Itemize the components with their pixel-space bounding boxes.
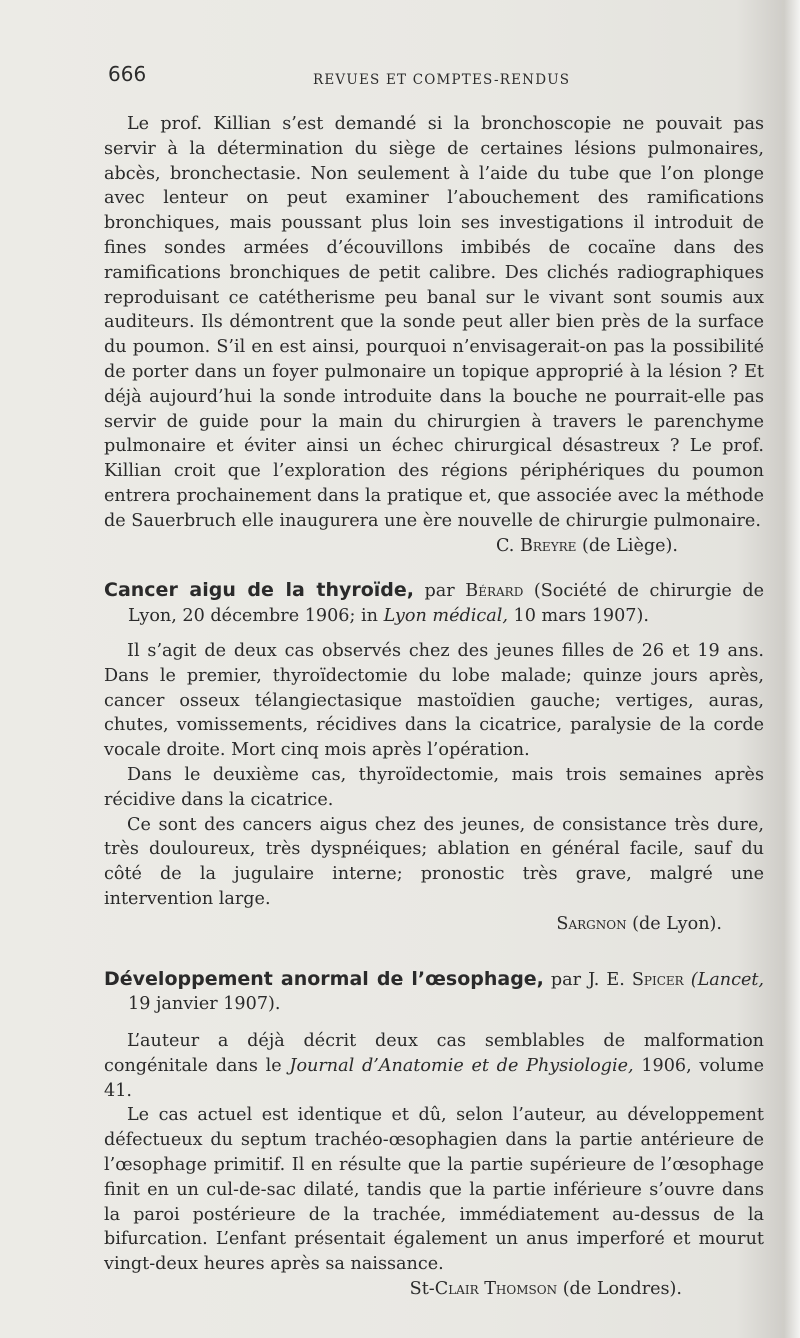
article-citation: (Société de chirurgie de Lyon, 20 décembre 1906; in [128,581,764,627]
article-heading-thyroide [104,578,764,629]
page-header [108,62,768,96]
article-title: Développement anormal de l’œsophage, [104,967,544,990]
oesophage-paragraph-1-journal: Journal d’Anatomie et de Physiologie, [289,1055,634,1076]
page-content [104,112,764,1302]
oesophage-paragraph-1 [104,1029,764,1103]
signature-thomson [104,1277,764,1302]
signature-sargnon [104,912,764,937]
signature-name: Sargnon [556,913,627,934]
thyroide-paragraph-3: Ce sont des cancers aigus chez des jeunes, de consistance très dure, très douloureux, très dyspnéiques; ablation en général facile, sauf du côté de la jugulaire interne; pronostic très grave, malgré une intervention large. [104,814,764,909]
signature-initial: C. [495,535,515,556]
section-gap [104,629,764,639]
article-by: par [424,581,455,602]
oesophage-paragraph-1-start: L’auteur a déjà décrit deux cas semblables de malformation congénitale dans le [104,1031,764,1076]
signature-saint: St- [409,1279,435,1300]
signature-place: (de Liège). [582,535,678,556]
article-author: Spicer [631,969,684,990]
section-gap [104,1017,764,1029]
running-head: REVUES ET COMPTES-RENDUS [313,72,571,88]
thyroide-paragraph-2: Dans le deuxième cas, thyroïdectomie, mais trois semaines après récidive dans la cicatrice. [104,764,764,810]
article-by: par J. E. [550,969,625,990]
killian-paragraph: Le prof. Killian s’est demandé si la bronchoscopie ne pouvait pas servir à la détermination du siège de certaines lésions pulmonaires, abcès, bronchectasie. Non seulement à l’aide du tube que l’on plonge avec lenteur on peut examiner l’abouchement des ramifications bronchiques, mais poussant plus loin ses investigations il introduit de fines sondes armées d’écouvillons imbibés de cocaïne dans des ramifications bronchiques de petit calibre. Des clichés radiographiques reproduisant ce catétherisme peu banal sur le vivant sont soumis aux auditeurs. Ils démontrent que la sonde peut aller bien près de la surface du poumon. S’il en est ainsi, pourquoi n’envisagerait-on pas la possibilité de porter dans un foyer pulmonaire un topique approprié à la lésion ? Et déjà aujourd’hui la sonde introduite dans la bouche ne pourrait-elle pas servir de guide pour la main du chirurgien à travers le parenchyme pulmonaire et éviter ainsi un échec chirurgical désastreux ? Le prof. Killian croit que l’exploration des régions périphériques du poumon entrera prochainement dans la pratique et, que associée avec la méthode de Sauerbruch elle inaugurera une ère nouvelle de chirurgie pulmonaire. [104,114,764,531]
thyroide-paragraph-1: Il s’agit de deux cas observés chez des jeunes filles de 26 et 19 ans. Dans le premier, thyroïdectomie du lobe malade; quinze jours après, cancer osseux télangiectasique mastoïdien gauche; vertiges, auras, chutes, vomissements, récidives dans la cicatrice, paralysie de la corde vocale droite. Mort cinq mois après l’opération. [104,640,764,761]
signature-place: (de Lyon). [632,913,722,934]
article-citation-date: 19 janvier 1907). [128,994,281,1015]
section-gap [104,558,764,578]
page-number: 666 [108,62,147,86]
article-title: Cancer aigu de la thyroïde, [104,579,414,602]
article-heading-oesophage [104,967,764,1018]
signature-breyre [104,534,764,559]
article-author: Bérard [465,581,524,602]
oesophage-paragraph-2: Le cas actuel est identique et dû, selon l’auteur, au développement défectueux du septum trachéo-œsophagien dans la partie antérieure de l’œsophage primitif. Il en résulte que la partie supérieure de l’œsophage finit en un cul-de-sac dilaté, tandis que la partie inférieure s’ouvre dans la paroi postérieure de la trachée, immédiatement au-dessus de la bifurcation. L’enfant présentait également un anus imperforé et mourut vingt-deux heures après sa naissance. [104,1105,764,1275]
article-journal: Lyon médical, [383,606,508,627]
signature-name: Clair Thomson [434,1279,558,1300]
oesophage-paragraph-1-end: 1906, volume 41. [104,1055,765,1101]
article-citation-date: 10 mars 1907). [513,606,649,627]
signature-name: Breyre [519,535,577,556]
signature-place: (de Londres). [562,1279,682,1300]
section-gap [104,937,764,967]
article-journal: (Lancet, [690,969,765,990]
